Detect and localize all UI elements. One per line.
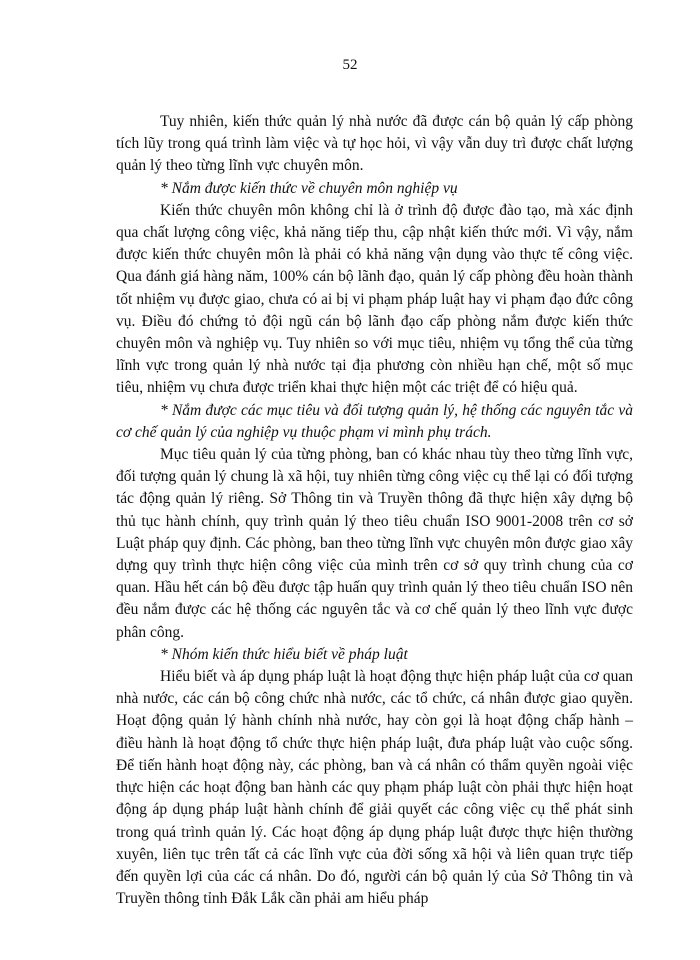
- page-number: 52: [342, 57, 358, 73]
- paragraph-muc-tieu: Mục tiêu quản lý của từng phòng, ban có khác nhau tùy theo từng lĩnh vực, đối tượng quản lý chung là xã hội, tuy nhiên từng công việc cụ thể lại có đối tượng tác động quản lý riêng. Sở Thông tin và Truyền thông đã thực hiện xây dựng bộ thủ tục hành chính, quy trình quản lý theo tiêu chuẩn ISO 9001-2008 trên cơ sở Luật pháp quy định. Các phòng, ban theo từng lĩnh vực chuyên môn được giao xây dựng quy trình thực hiện công việc của mình trên cơ sở quy trình chung của cơ quan. Hầu hết cán bộ đều được tập huấn quy trình quản lý theo tiêu chuẩn ISO nên đều nắm được các hệ thống các nguyên tắc và cơ chế quản lý theo lĩnh vực được phân công.: [116, 446, 633, 641]
- section-heading-phap-luat: * Nhóm kiến thức hiểu biết về pháp luật: [160, 645, 408, 663]
- section-heading-muc-tieu: * Nắm được các mục tiêu và đối tượng quản lý, hệ thống các nguyên tắc và cơ chế quản lý của nghiệp vụ thuộc phạm vi mình phụ trách.: [116, 401, 633, 441]
- paragraph-intro: Tuy nhiên, kiến thức quản lý nhà nước đã được cán bộ quản lý cấp phòng tích lũy trong quá trình làm việc và tự học hỏi, vì vậy vẫn duy trì được chất lượng quản lý theo từng lĩnh vực chuyên môn.: [116, 113, 633, 175]
- document-body: [116, 111, 633, 910]
- section-heading-chuyen-mon: * Nắm được kiến thức về chuyên môn nghiệp vụ: [160, 179, 458, 197]
- paragraph-phap-luat: Hiểu biết và áp dụng pháp luật là hoạt động thực hiện pháp luật của cơ quan nhà nước, các cán bộ công chức nhà nước, các tổ chức, cá nhân được giao quyền. Hoạt động quản lý hành chính nhà nước, hay còn gọi là hoạt động chấp hành – điều hành là hoạt động tổ chức thực hiện pháp luật, đưa pháp luật vào cuộc sống. Để tiến hành hoạt động này, các phòng, ban và cá nhân có thẩm quyền ngoài việc thực hiện các hoạt động ban hành các quy phạm pháp luật còn phải thực hiện hoạt động áp dụng pháp luật hành chính để giải quyết các công việc cụ thể phát sinh trong quá trình quản lý. Các hoạt động áp dụng pháp luật được thực hiện thường xuyên, liên tục trên tất cả các lĩnh vực của đời sống xã hội và liên quan trực tiếp đến quyền lợi của các cá nhân. Do đó, người cán bộ quản lý của Sở Thông tin và Truyền thông tỉnh Đắk Lắk cần phải am hiểu pháp: [116, 668, 633, 908]
- paragraph-chuyen-mon: Kiến thức chuyên môn không chỉ là ở trình độ được đào tạo, mà xác định qua chất lượng công việc, khả năng tiếp thu, cập nhật kiến thức mới. Vì vậy, nắm được kiến thức chuyên môn là phải có khả năng vận dụng vào thực tế công việc. Qua đánh giá hàng năm, 100% cán bộ lãnh đạo, quản lý cấp phòng đều hoàn thành tốt nhiệm vụ được giao, chưa có ai bị vi phạm pháp luật hay vi phạm đạo đức công vụ. Điều đó chứng tỏ đội ngũ cán bộ lãnh đạo cấp phòng nắm được kiến thức chuyên môn và nghiệp vụ. Tuy nhiên so với mục tiêu, nhiệm vụ tổng thể của từng lĩnh vực trong quản lý nhà nước tại địa phương còn nhiều hạn chế, một số mục tiêu, nhiệm vụ chưa được triển khai thực hiện một các triệt để có hiệu quả.: [116, 201, 633, 397]
